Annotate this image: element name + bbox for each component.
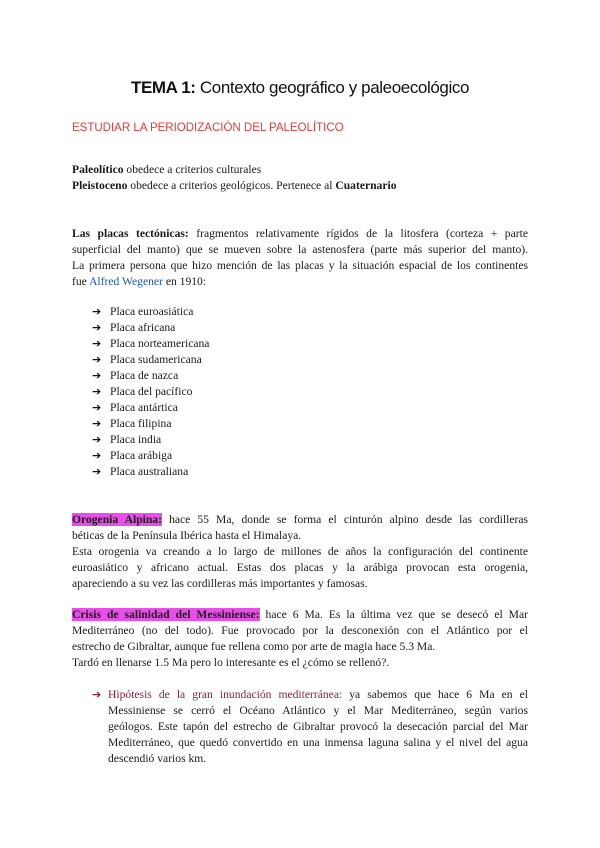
- orogenia-line-3: Esta orogenia va creando a lo largo de millones de años la configuración del continente: [72, 545, 528, 558]
- arrow-icon: ➔: [92, 401, 102, 414]
- list-item: [92, 448, 209, 464]
- hypothesis-line-1: [92, 687, 528, 703]
- crisis-line-3: estrecho de Gibraltar, aunque fue rellena como por arte de magia hace 5.3 Ma.: [72, 640, 436, 653]
- hypothesis-line-5: descendió varios km.: [108, 752, 207, 765]
- hypothesis-body: [108, 703, 528, 767]
- crisis-paragraph: [72, 607, 528, 671]
- plate-label: Placa india: [110, 433, 162, 446]
- orogenia-term: Orogenia Alpina:: [72, 513, 162, 526]
- arrow-icon: ➔: [92, 433, 102, 446]
- crisis-line-1-text: hace 6 Ma. Es la última vez que se desecó el Mar: [259, 608, 528, 621]
- crisis-line-4: Tardó en llenarse 1.5 Ma pero lo interesante es el ¿cómo se rellenó?.: [72, 656, 390, 669]
- title-prefix: TEMA 1:: [130, 78, 196, 97]
- paleolitico-definition: [72, 162, 261, 178]
- placas-line-4-start: fue: [72, 275, 90, 288]
- arrow-icon: ➔: [92, 369, 102, 382]
- hypothesis-line-3: geólogos. Este tapón del estrecho de Gibraltar provocó la desecación parcial del Mar: [108, 720, 528, 733]
- list-item: [92, 464, 209, 480]
- hypothesis-line-2: Messiniense se cerró el Océano Atlántico y el Mar Mediterráneo, según varios: [108, 704, 528, 717]
- placas-term: Las placas tectónicas:: [72, 227, 189, 240]
- section-subtitle: ESTUDIAR LA PERIODIZACIÓN DEL PALEOLÍTICO: [72, 122, 344, 134]
- pleistoceno-definition: [72, 178, 397, 194]
- orogenia-line-1-text: hace 55 Ma, donde se forma el cinturón alpino desde las cordilleras: [161, 513, 528, 526]
- paleolitico-term: Paleolítico: [72, 163, 124, 176]
- paleolitico-text: obedece a criterios culturales: [123, 163, 262, 176]
- hypothesis-item: [92, 687, 528, 703]
- list-item: [92, 352, 209, 368]
- placas-line-3: La primera persona que hizo mención de las placas y la situación espacial de los continentes: [72, 259, 528, 272]
- orogenia-line-5: apareciendo a su vez las cordilleras más importantes y famosas.: [72, 577, 368, 590]
- pleistoceno-term: Pleistoceno: [72, 179, 128, 192]
- wegener-link[interactable]: Alfred Wegener: [89, 275, 163, 288]
- arrow-icon: ➔: [92, 321, 102, 334]
- arrow-icon: ➔: [92, 688, 102, 701]
- crisis-term: Crisis de salinidad del Messiniense:: [72, 608, 260, 621]
- placas-line-4-end: en 1910:: [162, 275, 207, 288]
- list-item: [92, 384, 209, 400]
- crisis-line-1: [72, 607, 528, 623]
- arrow-icon: ➔: [92, 449, 102, 462]
- arrow-icon: ➔: [92, 465, 102, 478]
- list-item: [92, 320, 209, 336]
- hypothesis-term: Hipótesis de la gran inundación mediterránea:: [108, 688, 343, 701]
- orogenia-line-1: [72, 512, 528, 528]
- cuaternario-term: Cuaternario: [335, 179, 397, 192]
- plate-label: Placa arábiga: [110, 449, 173, 462]
- plate-label: Placa filipina: [110, 417, 172, 430]
- hypothesis-line-1-text: ya sabemos que hace 6 Ma en el: [342, 688, 528, 701]
- plate-label: Placa del pacífico: [110, 385, 193, 398]
- arrow-icon: ➔: [92, 417, 102, 430]
- list-item: [92, 336, 209, 352]
- list-item: [92, 368, 209, 384]
- hypothesis-line-4: Mediterráneo, que quedó convertido en una inmensa laguna salina y el nivel del agua: [108, 736, 528, 749]
- list-item: [92, 304, 209, 320]
- crisis-line-2: Mediterráneo (no del todo). Fue provocado por la desconexión con el Atlántico por el: [72, 624, 528, 637]
- plate-label: Placa norteamericana: [110, 337, 210, 350]
- plates-list: [92, 304, 209, 480]
- placas-paragraph: [72, 226, 528, 290]
- plate-label: Placa africana: [110, 321, 176, 334]
- arrow-icon: ➔: [92, 385, 102, 398]
- arrow-icon: ➔: [92, 337, 102, 350]
- placas-line-1-text: fragmentos relativamente rígidos de la litosfera (corteza + parte: [188, 227, 528, 240]
- list-item: [92, 400, 209, 416]
- placas-line-2: superficial del manto) que se mueven sobre la astenosfera (parte más superior del manto).: [72, 243, 528, 256]
- page-title: [0, 78, 600, 98]
- pleistoceno-text: obedece a criterios geológicos. Pertenece al: [127, 179, 336, 192]
- plate-label: Placa sudamericana: [110, 353, 202, 366]
- title-text: Contexto geográfico y paleoecológico: [195, 78, 470, 97]
- placas-line-1: [72, 226, 528, 242]
- placas-line-4: [72, 274, 528, 290]
- list-item: [92, 416, 209, 432]
- orogenia-line-4: euroasiático y africano actual. Estas dos placas y la arábiga provocan esta orogenia,: [72, 561, 528, 574]
- plate-label: Placa antártica: [110, 401, 178, 414]
- plate-label: Placa australiana: [110, 465, 189, 478]
- plate-label: Placa de nazca: [110, 369, 179, 382]
- orogenia-line-2: béticas de la Península Ibérica hasta el Himalaya.: [72, 529, 302, 542]
- list-item: [92, 432, 209, 448]
- arrow-icon: ➔: [92, 305, 102, 318]
- orogenia-paragraph: [72, 512, 528, 592]
- arrow-icon: ➔: [92, 353, 102, 366]
- plate-label: Placa euroasiática: [110, 305, 194, 318]
